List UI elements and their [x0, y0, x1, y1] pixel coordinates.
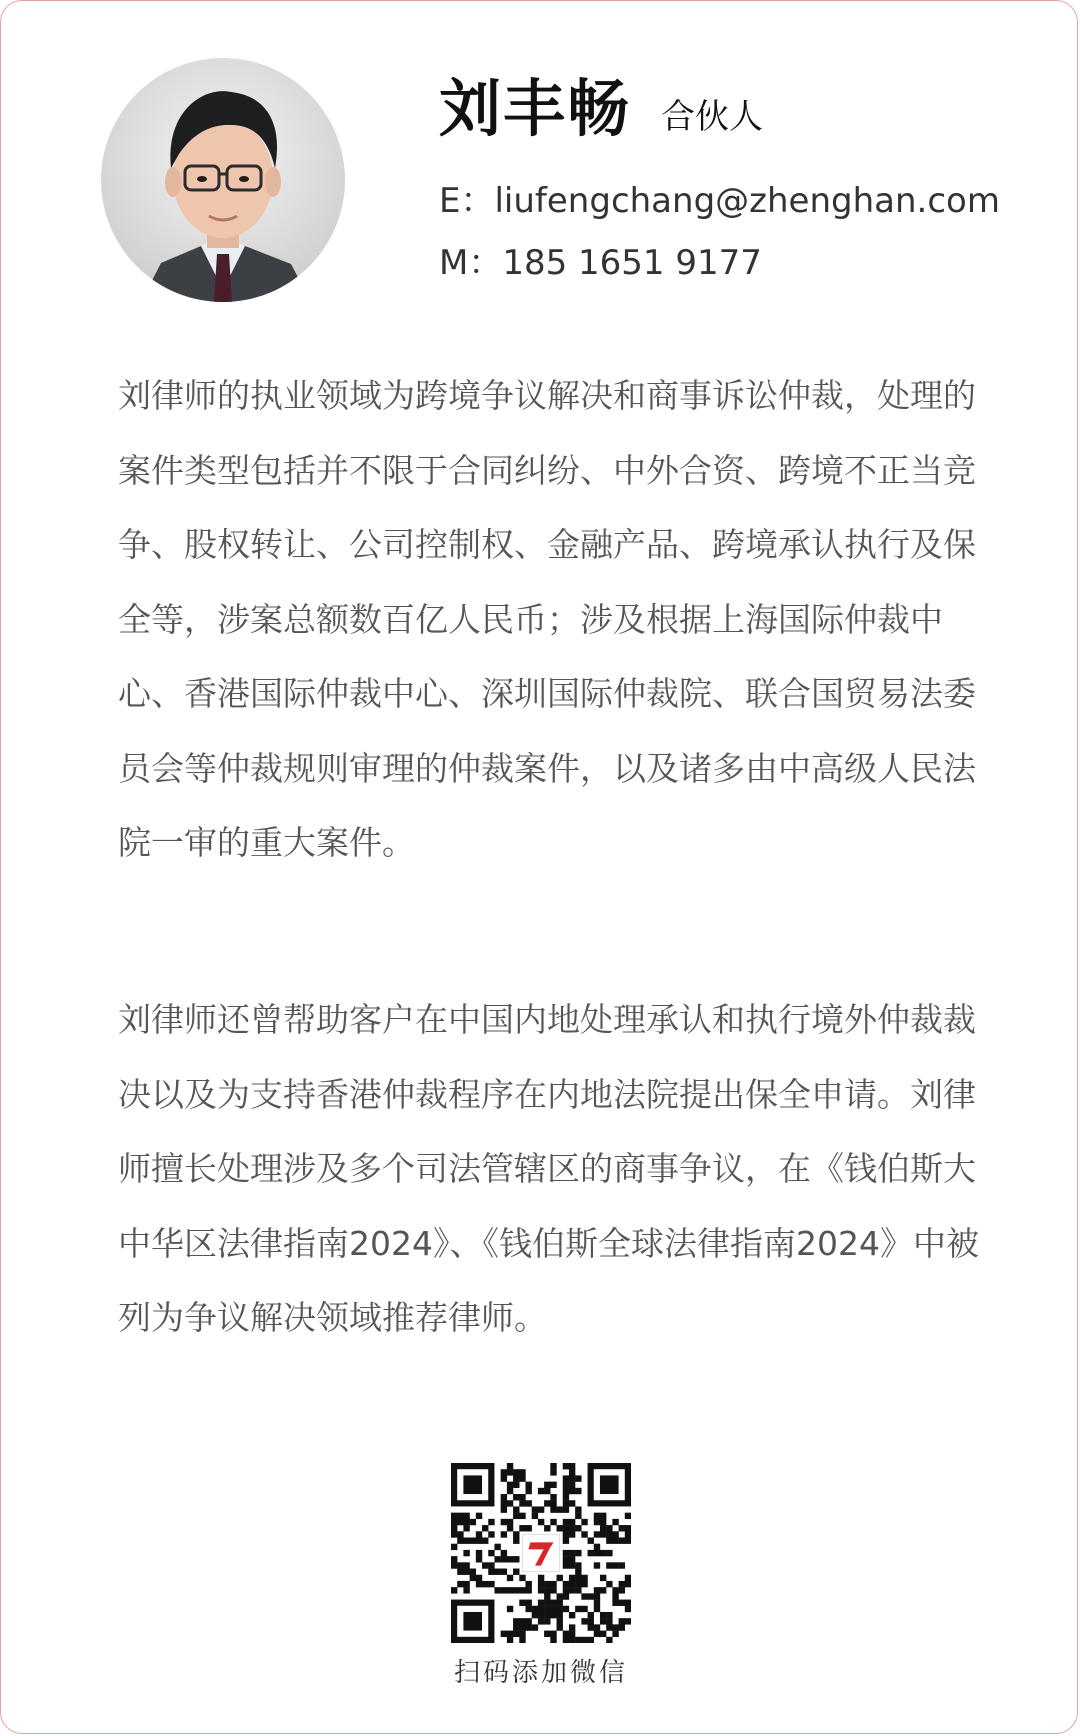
portrait-image — [101, 58, 345, 302]
qr-caption: 扫码添加微信 — [453, 1658, 628, 1688]
avatar — [101, 58, 345, 302]
lawyer-name: 刘丰畅 — [439, 72, 632, 145]
lawyer-title: 合伙人 — [661, 97, 763, 137]
bio-paragraph-2: 刘律师还曾帮助客户在中国内地处理承认和执行境外仲裁裁决以及为支持香港仲裁程序在内地法院提出保全申请。刘律师擅长处理涉及多个司法管辖区的商事争议，在《钱伯斯大中华区法律指南2024》、《钱伯斯全球法律指南2024》中被列为争议解决领域推荐律师。 — [118, 1000, 979, 1337]
mobile-line[interactable]: M：185 1651 9177 — [439, 243, 762, 283]
email-line[interactable]: E：liufengchang@zhenghan.com — [439, 181, 1000, 221]
bio-paragraph-1: 刘律师的执业领域为跨境争议解决和商事诉讼仲裁，处理的案件类型包括并不限于合同纠纷、中外合资、跨境不正当竞争、股权转让、公司控制权、金融产品、跨境承认执行及保全等，涉案总额数百亿人民币；涉及根据上海国际仲裁中心、香港国际仲裁中心、深圳国际仲裁院、联合国贸易法委员会等仲裁规则审理的仲裁案件，以及诸多由中高级人民法院一审的重大案件。 — [118, 376, 976, 862]
wechat-qr-code[interactable] — [451, 1463, 631, 1643]
